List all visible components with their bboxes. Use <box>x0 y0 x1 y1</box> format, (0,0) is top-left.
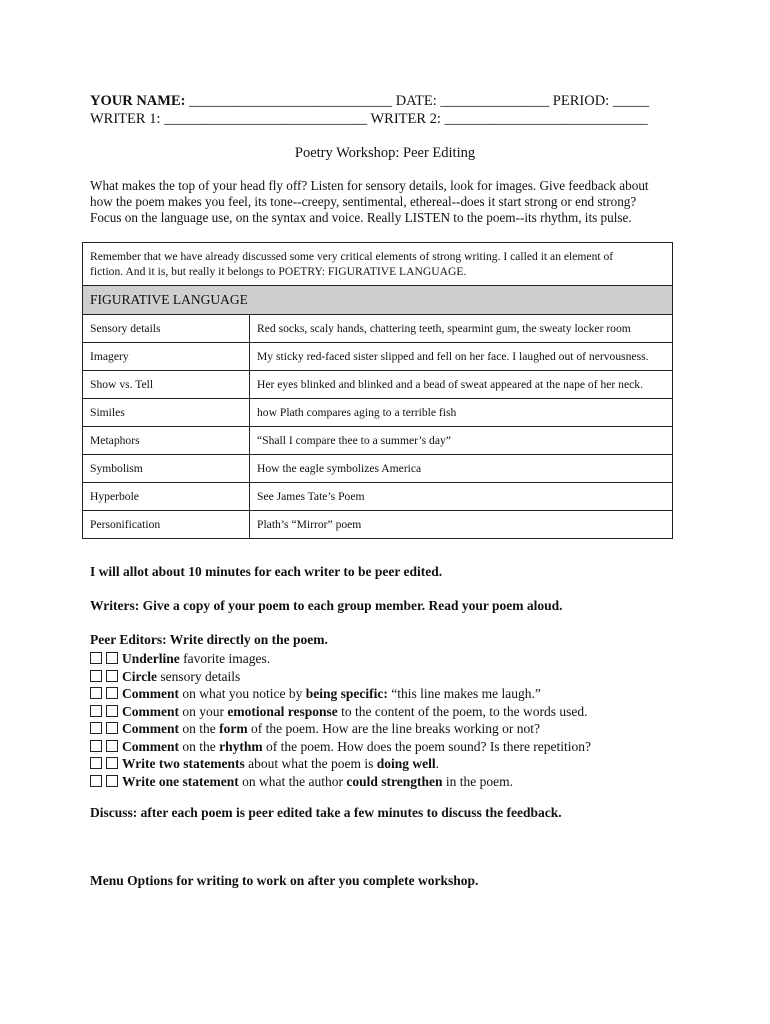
checklist-text: sensory details <box>156 668 241 684</box>
example-cell: Her eyes blinked and blinked and a bead of sweat appeared at the nape of her neck. <box>250 371 673 399</box>
checkbox[interactable] <box>106 652 118 664</box>
checklist-text: of the poem. How are the line breaks working or not? <box>247 721 541 736</box>
checkbox[interactable] <box>90 722 102 734</box>
table-row <box>83 371 673 399</box>
term-cell: Metaphors <box>83 427 250 455</box>
table-row <box>83 427 673 455</box>
checklist-keyword: Write two statements <box>122 756 245 771</box>
header-line-2 <box>90 111 648 128</box>
your-name-blank[interactable]: ____________________________ <box>189 93 393 109</box>
table-note <box>83 243 673 286</box>
term-cell: Sensory details <box>83 315 250 343</box>
checklist-text: about what the poem is <box>244 756 377 771</box>
term-cell: Symbolism <box>83 455 250 483</box>
checklist-emphasis: could strengthen <box>346 773 443 789</box>
table-note-line: fiction. And it is, but really it belongs to POETRY: FIGURATIVE LANGUAGE. <box>90 265 467 278</box>
page-title: Poetry Workshop: Peer Editing <box>294 145 476 161</box>
table-heading: FIGURATIVE LANGUAGE <box>83 286 673 315</box>
example-cell: Red socks, scaly hands, chattering teeth, spearmint gum, the sweaty locker room <box>250 315 673 343</box>
table-row <box>83 483 673 511</box>
checklist-text: favorite images. <box>179 651 271 666</box>
term-cell: Imagery <box>83 343 250 371</box>
peer-edit-checklist <box>90 650 591 790</box>
checklist-item <box>90 755 591 773</box>
writer2-blank[interactable]: ____________________________ <box>444 111 648 127</box>
intro-line: Focus on the language use, on the syntax and voice. Really LISTEN to the poem--its rhythm, its pulse. <box>90 210 632 225</box>
period-label: PERIOD: <box>552 93 610 109</box>
checklist-text: on what the author <box>238 773 347 789</box>
writer2-label: WRITER 2: <box>370 111 441 127</box>
checkbox[interactable] <box>90 670 102 682</box>
term-cell: Hyperbole <box>83 483 250 511</box>
date-label: DATE: <box>395 93 437 109</box>
example-cell: See James Tate’s Poem <box>250 483 673 511</box>
checklist-text: on the <box>179 738 220 754</box>
checkbox[interactable] <box>106 775 118 787</box>
checklist-text: to the content of the poem, to the words used. <box>337 703 588 719</box>
checklist-item <box>90 773 591 791</box>
checklist-text: on your <box>179 703 228 719</box>
checklist-emphasis: emotional response <box>227 703 338 719</box>
example-cell: how Plath compares aging to a terrible fish <box>250 399 673 427</box>
period-blank[interactable]: _____ <box>612 93 650 109</box>
term-cell: Show vs. Tell <box>83 371 250 399</box>
checkbox[interactable] <box>106 670 118 682</box>
checklist-item <box>90 668 591 686</box>
table-note-line: Remember that we have already discussed some very critical elements of strong writing. I called it an element of <box>90 250 614 263</box>
menu-options-heading: Menu Options for writing to work on after you complete workshop. <box>90 873 479 888</box>
checklist-item <box>90 720 591 738</box>
your-name-label: YOUR NAME: <box>90 93 186 109</box>
checklist-keyword: Comment <box>122 703 179 719</box>
intro-line: What makes the top of your head fly off? Listen for sensory details, look for images. Give feedback about <box>90 178 649 193</box>
checklist-keyword: Write one statement <box>122 773 239 789</box>
table-row <box>83 343 673 371</box>
checkbox[interactable] <box>90 705 102 717</box>
checklist-keyword: Underline <box>122 651 180 666</box>
date-blank[interactable]: _______________ <box>440 93 550 109</box>
intro-paragraph <box>90 178 670 226</box>
table-row <box>83 315 673 343</box>
peer-editors-heading: Peer Editors: Write directly on the poem. <box>90 632 328 647</box>
checklist-text: on the <box>179 721 220 736</box>
checkbox[interactable] <box>106 705 118 717</box>
checklist-item <box>90 685 591 703</box>
example-cell: How the eagle symbolizes America <box>250 455 673 483</box>
checklist-keyword: Comment <box>122 686 179 701</box>
checklist-emphasis: rhythm <box>219 738 263 754</box>
discuss-statement: Discuss: after each poem is peer edited take a few minutes to discuss the feedback. <box>90 805 562 820</box>
checkbox[interactable] <box>106 740 118 752</box>
checkbox[interactable] <box>90 775 102 787</box>
intro-line: how the poem makes you feel, its tone--creepy, sentimental, ethereal--does it start strong or end strong? <box>90 194 637 209</box>
example-cell: “Shall I compare thee to a summer’s day” <box>250 427 673 455</box>
checklist-keyword: Comment <box>122 738 179 754</box>
checklist-keyword: Circle <box>122 668 157 684</box>
checklist-text: in the poem. <box>442 773 513 789</box>
checklist-item <box>90 703 591 721</box>
header-line-1 <box>90 93 649 110</box>
checklist-emphasis: form <box>219 721 248 736</box>
checklist-keyword: Comment <box>122 721 179 736</box>
checklist-text: . <box>435 756 439 771</box>
writer1-blank[interactable]: ____________________________ <box>164 111 368 127</box>
table-row <box>83 399 673 427</box>
writer1-label: WRITER 1: <box>90 111 161 127</box>
checkbox[interactable] <box>106 722 118 734</box>
checklist-item <box>90 738 591 756</box>
term-cell: Personification <box>83 511 250 539</box>
checklist-text: on what you notice by <box>179 686 306 701</box>
checkbox[interactable] <box>90 687 102 699</box>
checklist-item <box>90 650 591 668</box>
example-cell: Plath’s “Mirror” poem <box>250 511 673 539</box>
term-cell: Similes <box>83 399 250 427</box>
checkbox[interactable] <box>90 652 102 664</box>
table-row <box>83 511 673 539</box>
checklist-emphasis: being specific: <box>305 686 388 701</box>
checklist-text: of the poem. How does the poem sound? Is there repetition? <box>262 738 592 754</box>
checklist-emphasis: doing well <box>376 756 436 771</box>
checkbox[interactable] <box>106 687 118 699</box>
writers-instructions: Writers: Give a copy of your poem to each group member. Read your poem aloud. <box>90 598 563 613</box>
checklist-text: “this line makes me laugh.” <box>387 686 541 701</box>
checkbox[interactable] <box>106 757 118 769</box>
checkbox[interactable] <box>90 757 102 769</box>
checkbox[interactable] <box>90 740 102 752</box>
allot-statement: I will allot about 10 minutes for each writer to be peer edited. <box>90 564 443 579</box>
figurative-language-table <box>82 242 673 539</box>
example-cell: My sticky red-faced sister slipped and fell on her face. I laughed out of nervousness. <box>250 343 673 371</box>
table-row <box>83 455 673 483</box>
